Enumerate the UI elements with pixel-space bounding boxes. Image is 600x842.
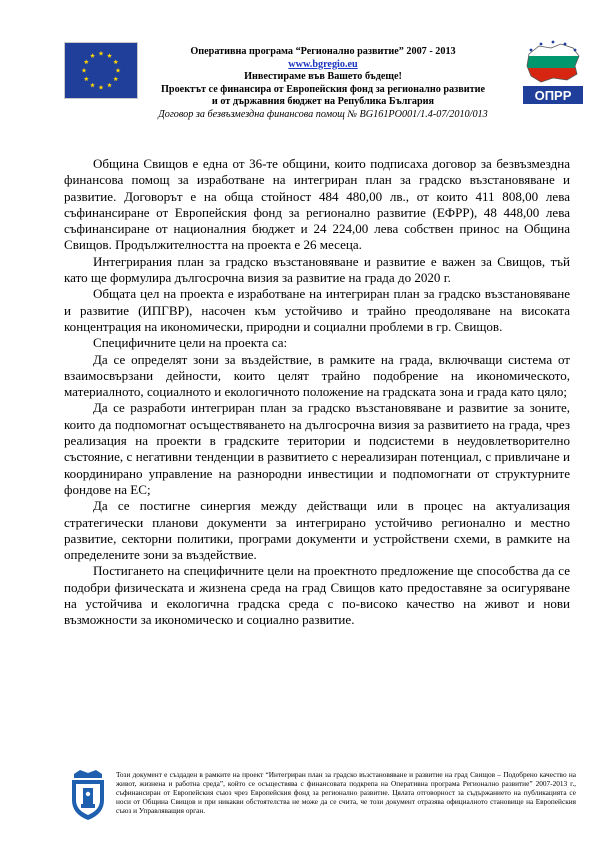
svishtov-crest-logo xyxy=(68,768,108,822)
eu-flag-logo xyxy=(64,42,138,99)
eu-flag-icon xyxy=(65,43,137,98)
paragraph-6: Да се разработи интегриран план за градско възстановяване и развитие за зоните, които да подпомогнат осъществяването на дългосрочна визия за развитието на града, чрез реализация на проекти в градските територии и подсистеми в неудовлетворително състояние, с негативни тенденции в развитието с нереализиран потенциал, с привличане и координирано управление на разнородни инвестиции и подпомогнати от структурните фондове на ЕС; xyxy=(64,400,570,497)
contract-number: Договор за безвъзмездна финансова помощ № BG161PO001/1.4-07/2010/013 xyxy=(158,108,488,120)
funding-line-2: и от държавния бюджет на Република България xyxy=(211,96,435,108)
website-link[interactable]: www.bgregio.eu xyxy=(288,58,358,70)
slogan: Инвестираме във Вашето бъдеще! xyxy=(244,71,402,83)
funding-line-1: Проектът се финансира от Европейския фонд за регионално развитие xyxy=(160,83,485,95)
paragraph-2: Интегрирания план за градско възстановяване и развитие е важен за Свищов, тъй като ще формулира дългосрочна визия за развитие на града до 2020 г. xyxy=(64,253,570,286)
page-header xyxy=(138,46,508,122)
program-title: Оперативна програма “Регионално развитие” 2007 - 2013 xyxy=(190,46,456,57)
paragraph-1: Община Свищов е една от 36-те общини, които подписаха договор за безвъзмездна финансова помощ за изработване на интегриран план за градско възстановяване и развитие. Договорът е на обща стойност 484 480,00 лв., от които 411 808,00 лева съфинансиране от Европейския фонд за регионално развитие (ЕФРР), 48 448,00 лева съфинансиране от националния бюджет и 24 224,00 лева собствен принос на Община Свищов. Продължителността на проекта е 26 месеца. xyxy=(64,156,570,253)
oprr-logo-icon xyxy=(521,38,585,106)
paragraph-3: Общата цел на проекта е изработване на интегриран план за градско възстановяване и развитие (ИПГВР), насочен към устойчиво и трайно преодоляване на високата концентрация на икономически, природни и социални проблеми в гр. Свищов. xyxy=(64,286,570,334)
paragraph-4: Специфичните цели на проекта са: xyxy=(93,335,288,351)
paragraph-8: Постигането на специфичните цели на проектното предложение ще способства да се подобри физическата и жизнена среда на град Свищов като предоставяне за осигуряване на устойчива и екологична градска среда с по-високо качество на живот и нови възможности за икономическо и социално развитие. xyxy=(64,563,570,628)
oprr-label: ОПРР xyxy=(534,88,572,103)
paragraph-7: Да се постигне синергия между действащи или в процес на актуализация стратегически планови документи за интегрирано устойчиво регионално и местно развитие, секторни политики, програми документи и устройствени схеми, в рамките на определените зони за въздействие. xyxy=(64,498,570,563)
oprr-logo xyxy=(521,38,585,106)
footer-disclaimer: Този документ е създаден в рамките на проект “Интегриран план за градско възстановяване и развитие на град Свищов – Подобрено качество на живот, жизнена и работна среда”, който се осъществява с финансовата подкрепа на Оперативна програма Регионално развитие” 2007-2013 г., съфинансиран от Европейския съюз чрез Европейския фонд за регионално развитие. Цялата отговорност за съдържанието на публикацията се носи от Община Свищов и при никакви обстоятелства не може да се счита, че този документ отразява официалното становище на Европейския съюз и Управляващия орган. xyxy=(116,770,576,816)
document-body xyxy=(64,156,570,629)
svishtov-crest-icon xyxy=(68,768,108,822)
paragraph-5: Да се определят зони за въздействие, в рамките на града, включващи система от взаимосвързани дейности, които целят трайно подобрение на икономическото, материалното, социалното и екологичното положение на градската зона и града като цяло; xyxy=(64,351,570,400)
